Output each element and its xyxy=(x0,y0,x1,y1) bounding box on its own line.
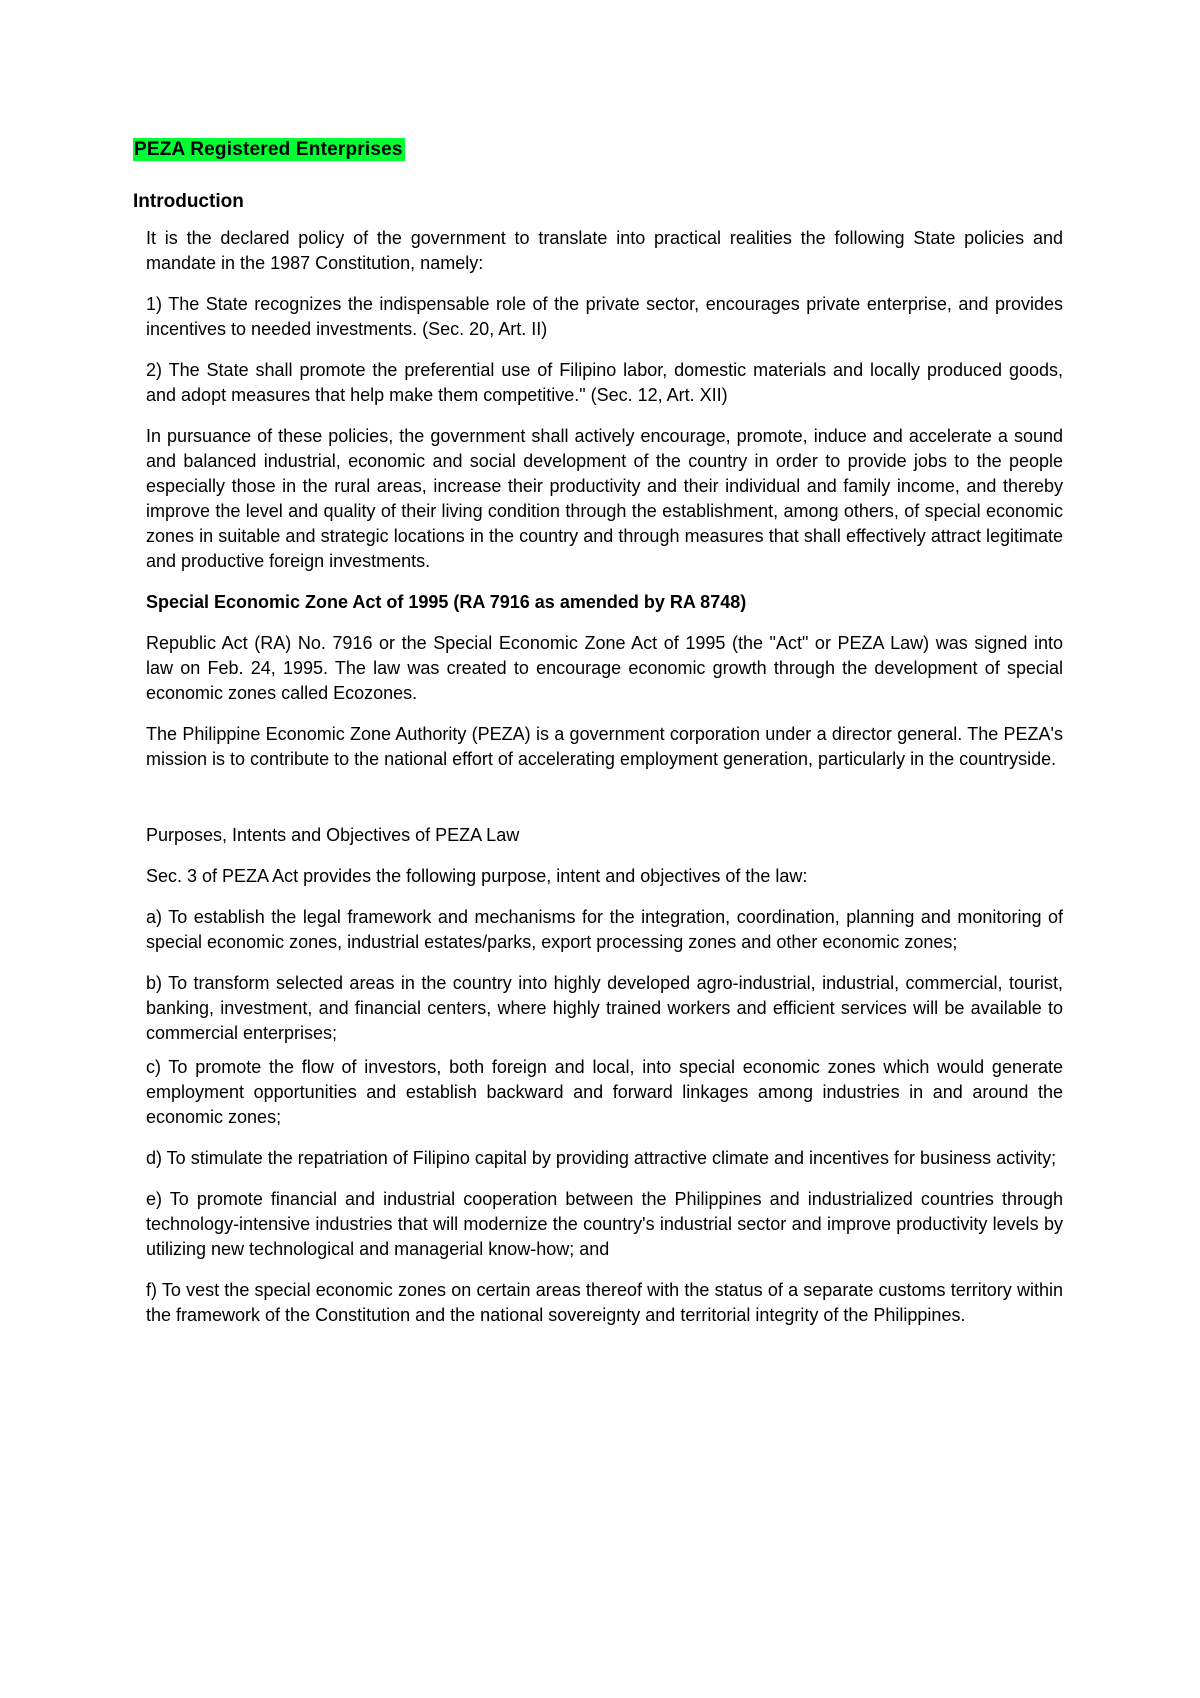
objective-item-d: d) To stimulate the repatriation of Filipino capital by providing attractive climate and incentives for business activity; xyxy=(146,1148,1057,1168)
sez-act-heading: Special Economic Zone Act of 1995 (RA 7916 as amended by RA 8748) xyxy=(146,592,747,612)
title-highlight: PEZA Registered Enterprises xyxy=(134,139,403,160)
introduction-lead-paragraph: It is the declared policy of the government to translate into practical realities the following State policies and mandate in the 1987 Constitution, namely: xyxy=(146,228,1063,273)
peza-authority-paragraph: The Philippine Economic Zone Authority (PEZA) is a government corporation under a director general. The PEZA's mission is to contribute to the national effort of accelerating employment generation, particularly in the countryside. xyxy=(146,724,1063,769)
objectives-heading: Purposes, Intents and Objectives of PEZA Law xyxy=(146,825,520,845)
objective-item-e: e) To promote financial and industrial cooperation between the Philippines and industrialized countries through technology-intensive industries that will modernize the country's industrial sector and improve productivity levels by utilizing new technological and managerial know-how; and xyxy=(146,1189,1063,1259)
objective-item-f: f) To vest the special economic zones on certain areas thereof with the status of a separate customs territory within the framework of the Constitution and the national sovereignty and territorial integrity of the Philippines. xyxy=(146,1280,1063,1325)
document-body xyxy=(146,226,1063,1344)
policy-item-2: 2) The State shall promote the preferential use of Filipino labor, domestic materials and locally produced goods, and adopt measures that help make them competitive." (Sec. 12, Art. XII) xyxy=(146,360,1063,405)
introduction-heading: Introduction xyxy=(133,191,244,212)
objectives-lead-paragraph: Sec. 3 of PEZA Act provides the following purpose, intent and objectives of the law: xyxy=(146,866,808,886)
sez-act-paragraph: Republic Act (RA) No. 7916 or the Special Economic Zone Act of 1995 (the "Act" or PEZA Law) was signed into law on Feb. 24, 1995. The law was created to encourage economic growth through the development of special economic zones called Ecozones. xyxy=(146,633,1063,703)
pursuance-paragraph: In pursuance of these policies, the government shall actively encourage, promote, induce and accelerate a sound and balanced industrial, economic and social development of the country in order to provide jobs to the people especially those in the rural areas, increase their productivity and their individual and family income, and thereby improve the level and quality of their living condition through the establishment, among others, of special economic zones in suitable and strategic locations in the country and through measures that shall effectively attract legitimate and productive foreign investments. xyxy=(146,426,1063,571)
policy-item-1: 1) The State recognizes the indispensable role of the private sector, encourages private enterprise, and provides incentives to needed investments. (Sec. 20, Art. II) xyxy=(146,294,1063,339)
objective-item-c: c) To promote the flow of investors, both foreign and local, into special economic zones which would generate employment opportunities and establish backward and forward linkages among industries in and around the economic zones; xyxy=(146,1057,1063,1127)
objective-item-b: b) To transform selected areas in the country into highly developed agro-industrial, industrial, commercial, tourist, banking, investment, and financial centers, where highly trained workers and efficient services will be available to commercial enterprises; xyxy=(146,973,1063,1043)
document-title xyxy=(133,138,405,162)
objective-item-a: a) To establish the legal framework and mechanisms for the integration, coordination, planning and monitoring of special economic zones, industrial estates/parks, export processing zones and other economic zones; xyxy=(146,907,1063,952)
